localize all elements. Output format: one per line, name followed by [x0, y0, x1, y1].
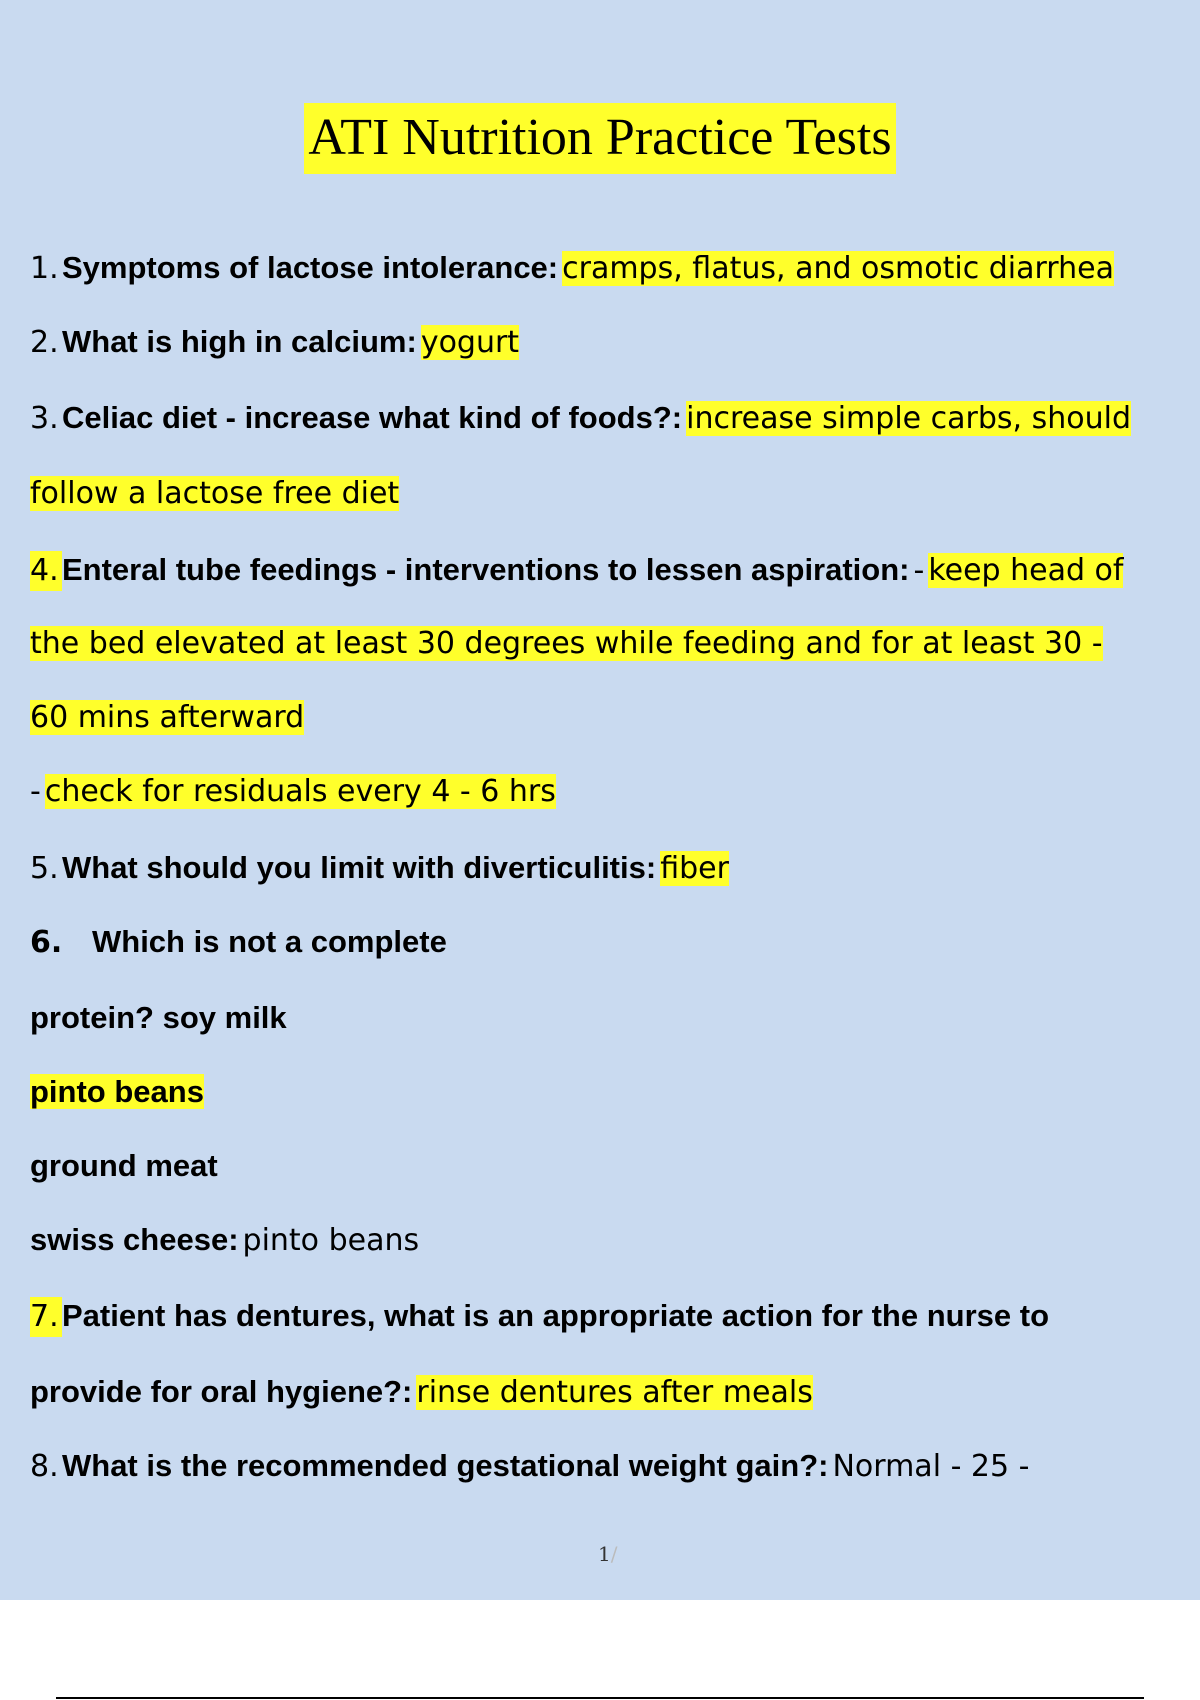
page-number [598, 1542, 617, 1566]
dash-separator: - [30, 774, 41, 809]
question-7 [30, 1296, 1190, 1336]
option-text: swiss cheese: [30, 1222, 239, 1257]
option-pinto-beans [30, 1072, 1190, 1112]
answer-text: check for residuals every 4 - 6 hrs [44, 774, 556, 809]
footer-divider [56, 1697, 1144, 1699]
question-text: Patient has dentures, what is an appropriate action for the nurse to [62, 1298, 1050, 1333]
question-4 [30, 550, 1190, 590]
answer-text: increase simple carbs, should [686, 401, 1131, 436]
document-title-row [0, 109, 1200, 166]
question-4-continued [30, 624, 1190, 664]
page-number-separator: / [610, 1542, 618, 1566]
question-6-continued [30, 998, 1190, 1038]
question-text: What is high in calcium: [62, 324, 417, 359]
question-text: Symptoms of lactose intolerance: [62, 250, 559, 285]
question-text: Enteral tube feedings - interventions to lessen aspiration: [62, 552, 910, 587]
answer-text: cramps, flatus, and osmotic diarrhea [562, 251, 1114, 286]
question-number: 6. [30, 925, 63, 960]
question-7-continued [30, 1372, 1190, 1412]
answer-text: the bed elevated at least 30 degrees while feeding and for at least 30 - [30, 626, 1103, 661]
answer-text: pinto beans [242, 1223, 420, 1258]
question-text: provide for oral hygiene?: [30, 1374, 413, 1409]
question-number: 7. [30, 1297, 62, 1337]
question-number: 2. [30, 325, 59, 360]
question-text: Which is not a complete [92, 924, 447, 959]
question-text: Celiac diet - increase what kind of foods?: [62, 400, 683, 435]
answer-text: keep head of [928, 553, 1124, 588]
option-swiss-cheese [30, 1220, 1190, 1260]
question-4-continued [30, 698, 1190, 738]
answer-text: 60 mins afterward [30, 700, 305, 735]
answer-text: Normal - 25 - [832, 1449, 1030, 1484]
question-number: 5. [30, 851, 59, 886]
question-number: 8. [30, 1449, 59, 1484]
question-number: 1. [30, 251, 59, 286]
option-text: pinto beans [30, 1074, 204, 1109]
dash-separator: - [913, 553, 925, 588]
question-3-continued [30, 474, 1190, 514]
question-number: 4. [30, 551, 62, 591]
question-2 [30, 322, 1190, 362]
question-8 [30, 1446, 1190, 1486]
question-number: 3. [30, 401, 59, 436]
answer-text: fiber [660, 851, 729, 886]
answer-text: rinse dentures after meals [416, 1375, 813, 1410]
option-text: ground meat [30, 1148, 218, 1183]
question-text: What should you limit with diverticulitis: [62, 850, 657, 885]
question-1 [30, 248, 1190, 288]
answer-text: yogurt [420, 325, 520, 360]
question-5 [30, 848, 1190, 888]
option-ground-meat [30, 1146, 1190, 1186]
document-title: ATI Nutrition Practice Tests [304, 103, 895, 174]
question-text: protein? soy milk [30, 1000, 287, 1035]
page-number-value: 1 [598, 1542, 611, 1566]
question-text: What is the recommended gestational weight gain?: [62, 1448, 829, 1483]
answer-text: follow a lactose free diet [30, 476, 400, 511]
question-6 [30, 922, 1190, 962]
question-3 [30, 398, 1190, 438]
question-4-sub-answer [30, 772, 1190, 812]
